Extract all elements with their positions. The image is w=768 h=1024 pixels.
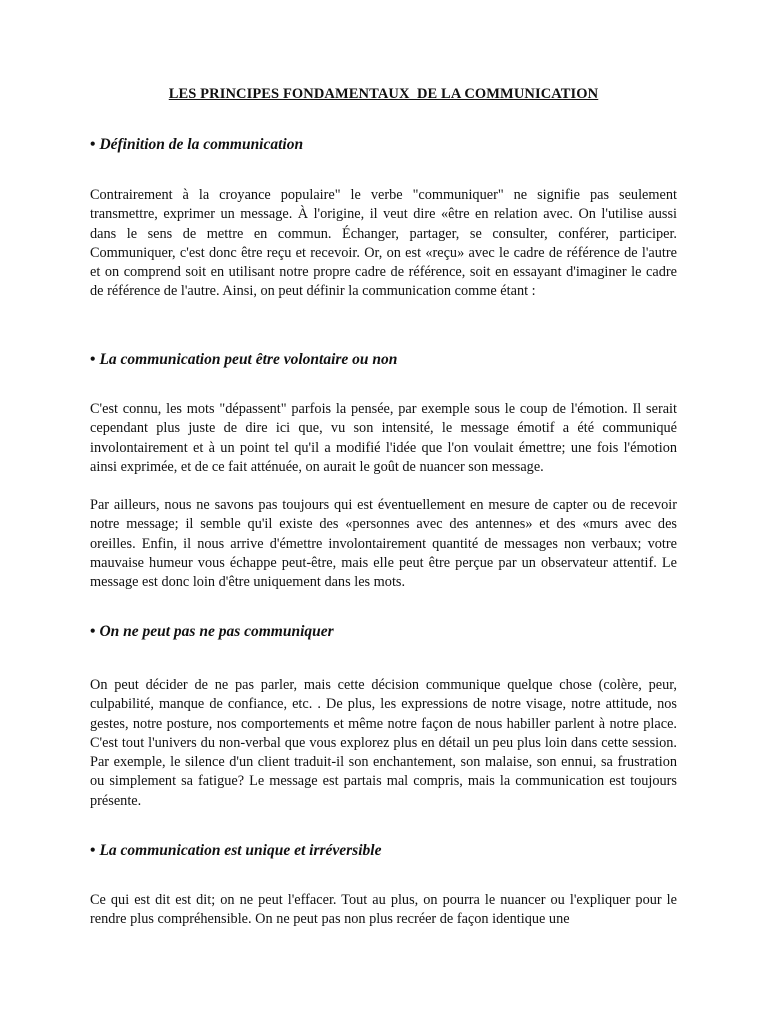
bullet: • (90, 842, 96, 859)
paragraph-communiquer: On peut décider de ne pas parler, mais cette décision communique quelque chose (colère, peur, culpabilité, manque de confiance, etc. . De plus, les expressions de notre visage, notre attitude, nos gestes, notre posture, nos comportements et même notre façon de nous habiller parlent à notre place. C'est tout l'univers du non-verbal que vous explorez plus en détail un peu plus loin dans cette session. Par exemple, le silence d'un client traduit-il son enchantement, son malaise, son ennui, sa frustration ou simplement sa fatigue? Le message est partais mal compris, mais la communication est toujours présente. (90, 677, 677, 809)
section-heading-text: La communication peut être volontaire ou non (99, 351, 398, 368)
paragraph-unique: Ce qui est dit est dit; on ne peut l'effacer. Tout au plus, on pourra le nuancer ou l'expliquer pour le rendre plus compréhensible. On ne peut pas non plus recréer de façon identique une (90, 892, 677, 928)
bullet: • (90, 136, 96, 153)
section-heading-text: La communication est unique et irréversible (99, 842, 382, 859)
paragraph-volontaire-2: Par ailleurs, nous ne savons pas toujours qui est éventuellement en mesure de capter ou de recevoir notre message; il semble qu'il existe des «personnes avec des antennes» et des «murs avec des oreilles. Enfin, il nous arrive d'émettre involontairement quantité de messages non verbaux; votre mauvaise humeur vous échappe peut-être, mais elle peut être perçue par un observateur attentif. Le message est donc loin d'être uniquement dans les mots. (90, 497, 677, 591)
section-heading-text: Définition de la communication (99, 136, 304, 153)
bullet: • (90, 623, 96, 640)
section-heading-unique (90, 842, 381, 860)
section-heading-text: On ne peut pas ne pas communiquer (99, 623, 334, 640)
paragraph-volontaire-1: C'est connu, les mots "dépassent" parfois la pensée, par exemple sous le coup de l'émotion. Il serait cependant plus juste de dire ici que, vu son intensité, le message émotif a été communiqué involontairement et à un point tel qu'il a modifié l'idée que l'on voulait émettre; une fois l'émotion ainsi exprimée, et de ce fait atténuée, on aurait le goût de nuancer son message. (90, 401, 677, 475)
paragraph-definition: Contrairement à la croyance populaire" le verbe "communiquer" ne signifie pas seulement transmettre, exprimer un message. À l'origine, il veut dire «être en relation avec. On l'utilise aussi dans le sens de mettre en commun. Échanger, partager, se consulter, conférer, participer. Communiquer, c'est donc être reçu et recevoir. Or, on est «reçu» avec le cadre de référence de l'autre et on comprend soit en utilisant notre propre cadre de référence, soit en essayant d'imaginer le cadre de référence de l'autre. Ainsi, on peut définir la communication comme étant : (90, 187, 677, 300)
section-heading-volontaire (90, 351, 397, 369)
section-heading-definition (90, 136, 303, 154)
document-title: LES PRINCIPES FONDAMENTAUX DE LA COMMUNICATION (168, 86, 599, 102)
section-heading-communiquer (90, 623, 334, 641)
bullet: • (90, 351, 96, 368)
